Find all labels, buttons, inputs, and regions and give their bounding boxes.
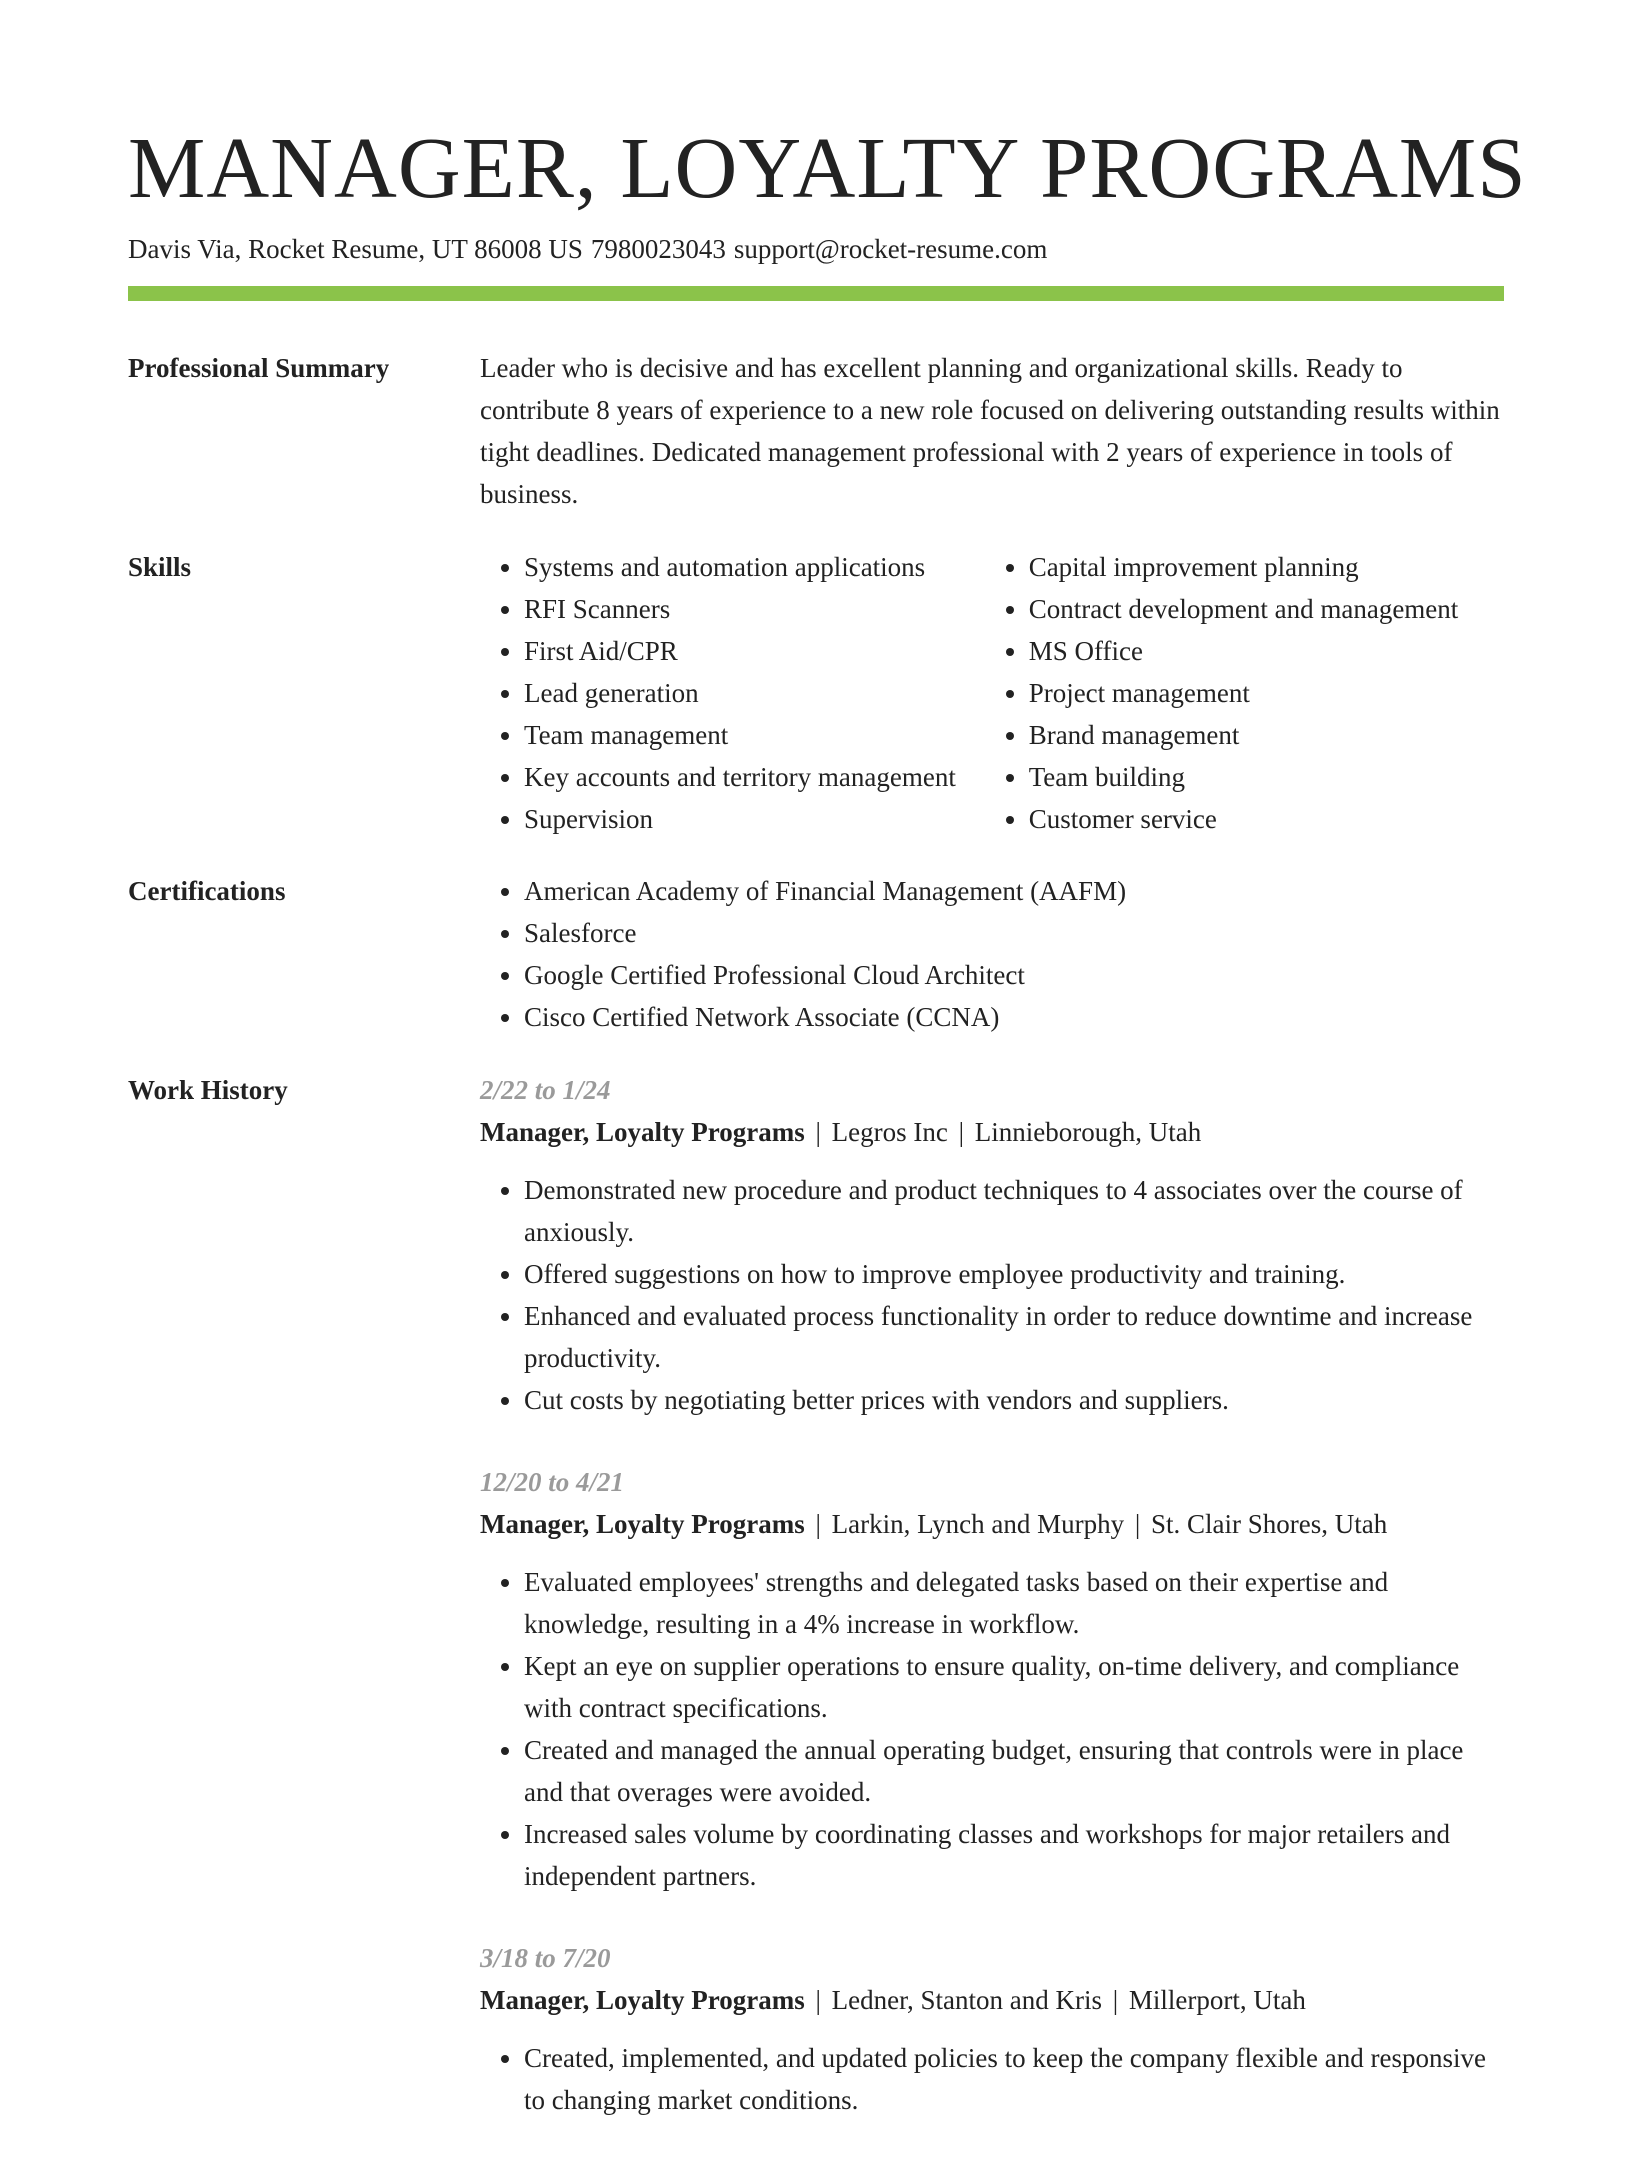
job-bullet: • Kept an eye on supplier operations to ensure quality, on-time delivery, and compliance with contract specifications. (524, 1645, 1504, 1729)
skill-item: • Contract development and management (1029, 588, 1504, 630)
resume-title: MANAGER, LOYALTY PROGRAMS (128, 119, 1527, 216)
job-location: Linnieborough, Utah (974, 1117, 1202, 1147)
skill-item: • Team building (1029, 756, 1504, 798)
skill-item: • Brand management (1029, 714, 1504, 756)
job-separator: | (815, 1117, 821, 1147)
job-bullet: • Offered suggestions on how to improve employee productivity and training. (524, 1253, 1504, 1295)
job-header (480, 1979, 1504, 2021)
skill-item: • RFI Scanners (524, 588, 985, 630)
certification-item: • American Academy of Financial Management (AAFM) (524, 870, 1504, 912)
certification-item: • Salesforce (524, 912, 1504, 954)
contact-phone: 7980023043 (590, 234, 726, 264)
job-company: Larkin, Lynch and Murphy (831, 1509, 1125, 1539)
skills-grid (480, 546, 1504, 840)
job-title: Manager, Loyalty Programs (480, 1117, 805, 1147)
job-location: St. Clair Shores, Utah (1150, 1509, 1388, 1539)
job-bullets (480, 2037, 1504, 2121)
certifications-list (480, 870, 1504, 1038)
contact-email: support@rocket-resume.com (733, 234, 1048, 264)
skill-item: • Systems and automation applications (524, 546, 985, 588)
job-dates: 3/18 to 7/20 (480, 1943, 611, 1973)
job-separator: | (1134, 1509, 1141, 1539)
work-history-body (480, 1069, 1504, 2161)
job-bullet: • Demonstrated new procedure and product techniques to 4 associates over the course of anxiously. (524, 1169, 1504, 1253)
job-separator: | (815, 1985, 821, 2015)
job-bullet: • Evaluated employees' strengths and delegated tasks based on their expertise and knowledge, resulting in a 4% increase in workflow. (524, 1561, 1504, 1645)
job-dates: 2/22 to 1/24 (480, 1075, 611, 1105)
job-entry (480, 1937, 1504, 2121)
certification-item: • Google Certified Professional Cloud Architect (524, 954, 1504, 996)
contact-line (128, 230, 1055, 268)
skill-item: • Team management (524, 714, 985, 756)
job-bullet: • Cut costs by negotiating better prices with vendors and suppliers. (524, 1379, 1504, 1421)
contact-address: Davis Via, Rocket Resume, UT 86008 US (128, 234, 583, 264)
job-bullet: • Created and managed the annual operating budget, ensuring that controls were in place and that overages were avoided. (524, 1729, 1504, 1813)
certifications-body (480, 870, 1504, 1038)
job-company: Ledner, Stanton and Kris (831, 1985, 1102, 2015)
job-title: Manager, Loyalty Programs (480, 1509, 805, 1539)
certification-item: • Cisco Certified Network Associate (CCNA) (524, 996, 1504, 1038)
job-bullets (480, 1561, 1504, 1897)
skill-item: • Project management (1029, 672, 1504, 714)
skill-item: • Key accounts and territory management (524, 756, 985, 798)
skill-item: • Lead generation (524, 672, 985, 714)
summary-heading: Professional Summary (128, 353, 390, 383)
skill-item: • First Aid/CPR (524, 630, 985, 672)
skill-item: • MS Office (1029, 630, 1504, 672)
job-separator: | (958, 1117, 964, 1147)
job-company: Legros Inc (831, 1117, 948, 1147)
job-separator: | (815, 1509, 821, 1539)
skills-heading: Skills (128, 552, 192, 582)
job-header (480, 1503, 1504, 1545)
job-dates: 12/20 to 4/21 (480, 1467, 625, 1497)
summary-text: Leader who is decisive and has excellent planning and organizational skills. Ready to contribute 8 years of experience to a new role focused on delivering outstanding results within tight deadlines. Dedicated management professional with 2 years of experience in tools of business. (480, 353, 1500, 509)
job-title: Manager, Loyalty Programs (480, 1985, 805, 2015)
job-bullets (480, 1169, 1504, 1421)
skills-list-right (985, 546, 1504, 840)
certifications-heading: Certifications (128, 876, 286, 906)
job-entry (480, 1461, 1504, 1897)
job-bullet: • Enhanced and evaluated process functionality in order to reduce downtime and increase productivity. (524, 1295, 1504, 1379)
skill-item: • Supervision (524, 798, 985, 840)
job-header (480, 1111, 1504, 1153)
job-entry (480, 1069, 1504, 1421)
job-separator: | (1112, 1985, 1119, 2015)
skills-list-left (480, 546, 985, 840)
skill-item: • Capital improvement planning (1029, 546, 1504, 588)
job-bullet: • Increased sales volume by coordinating classes and workshops for major retailers and independent partners. (524, 1813, 1504, 1897)
accent-divider (128, 286, 1504, 301)
job-bullet: • Created, implemented, and updated policies to keep the company flexible and responsive to changing market conditions. (524, 2037, 1504, 2121)
skill-item: • Customer service (1029, 798, 1504, 840)
job-location: Millerport, Utah (1128, 1985, 1306, 2015)
summary-body (480, 347, 1504, 515)
work-history-heading: Work History (128, 1075, 288, 1105)
